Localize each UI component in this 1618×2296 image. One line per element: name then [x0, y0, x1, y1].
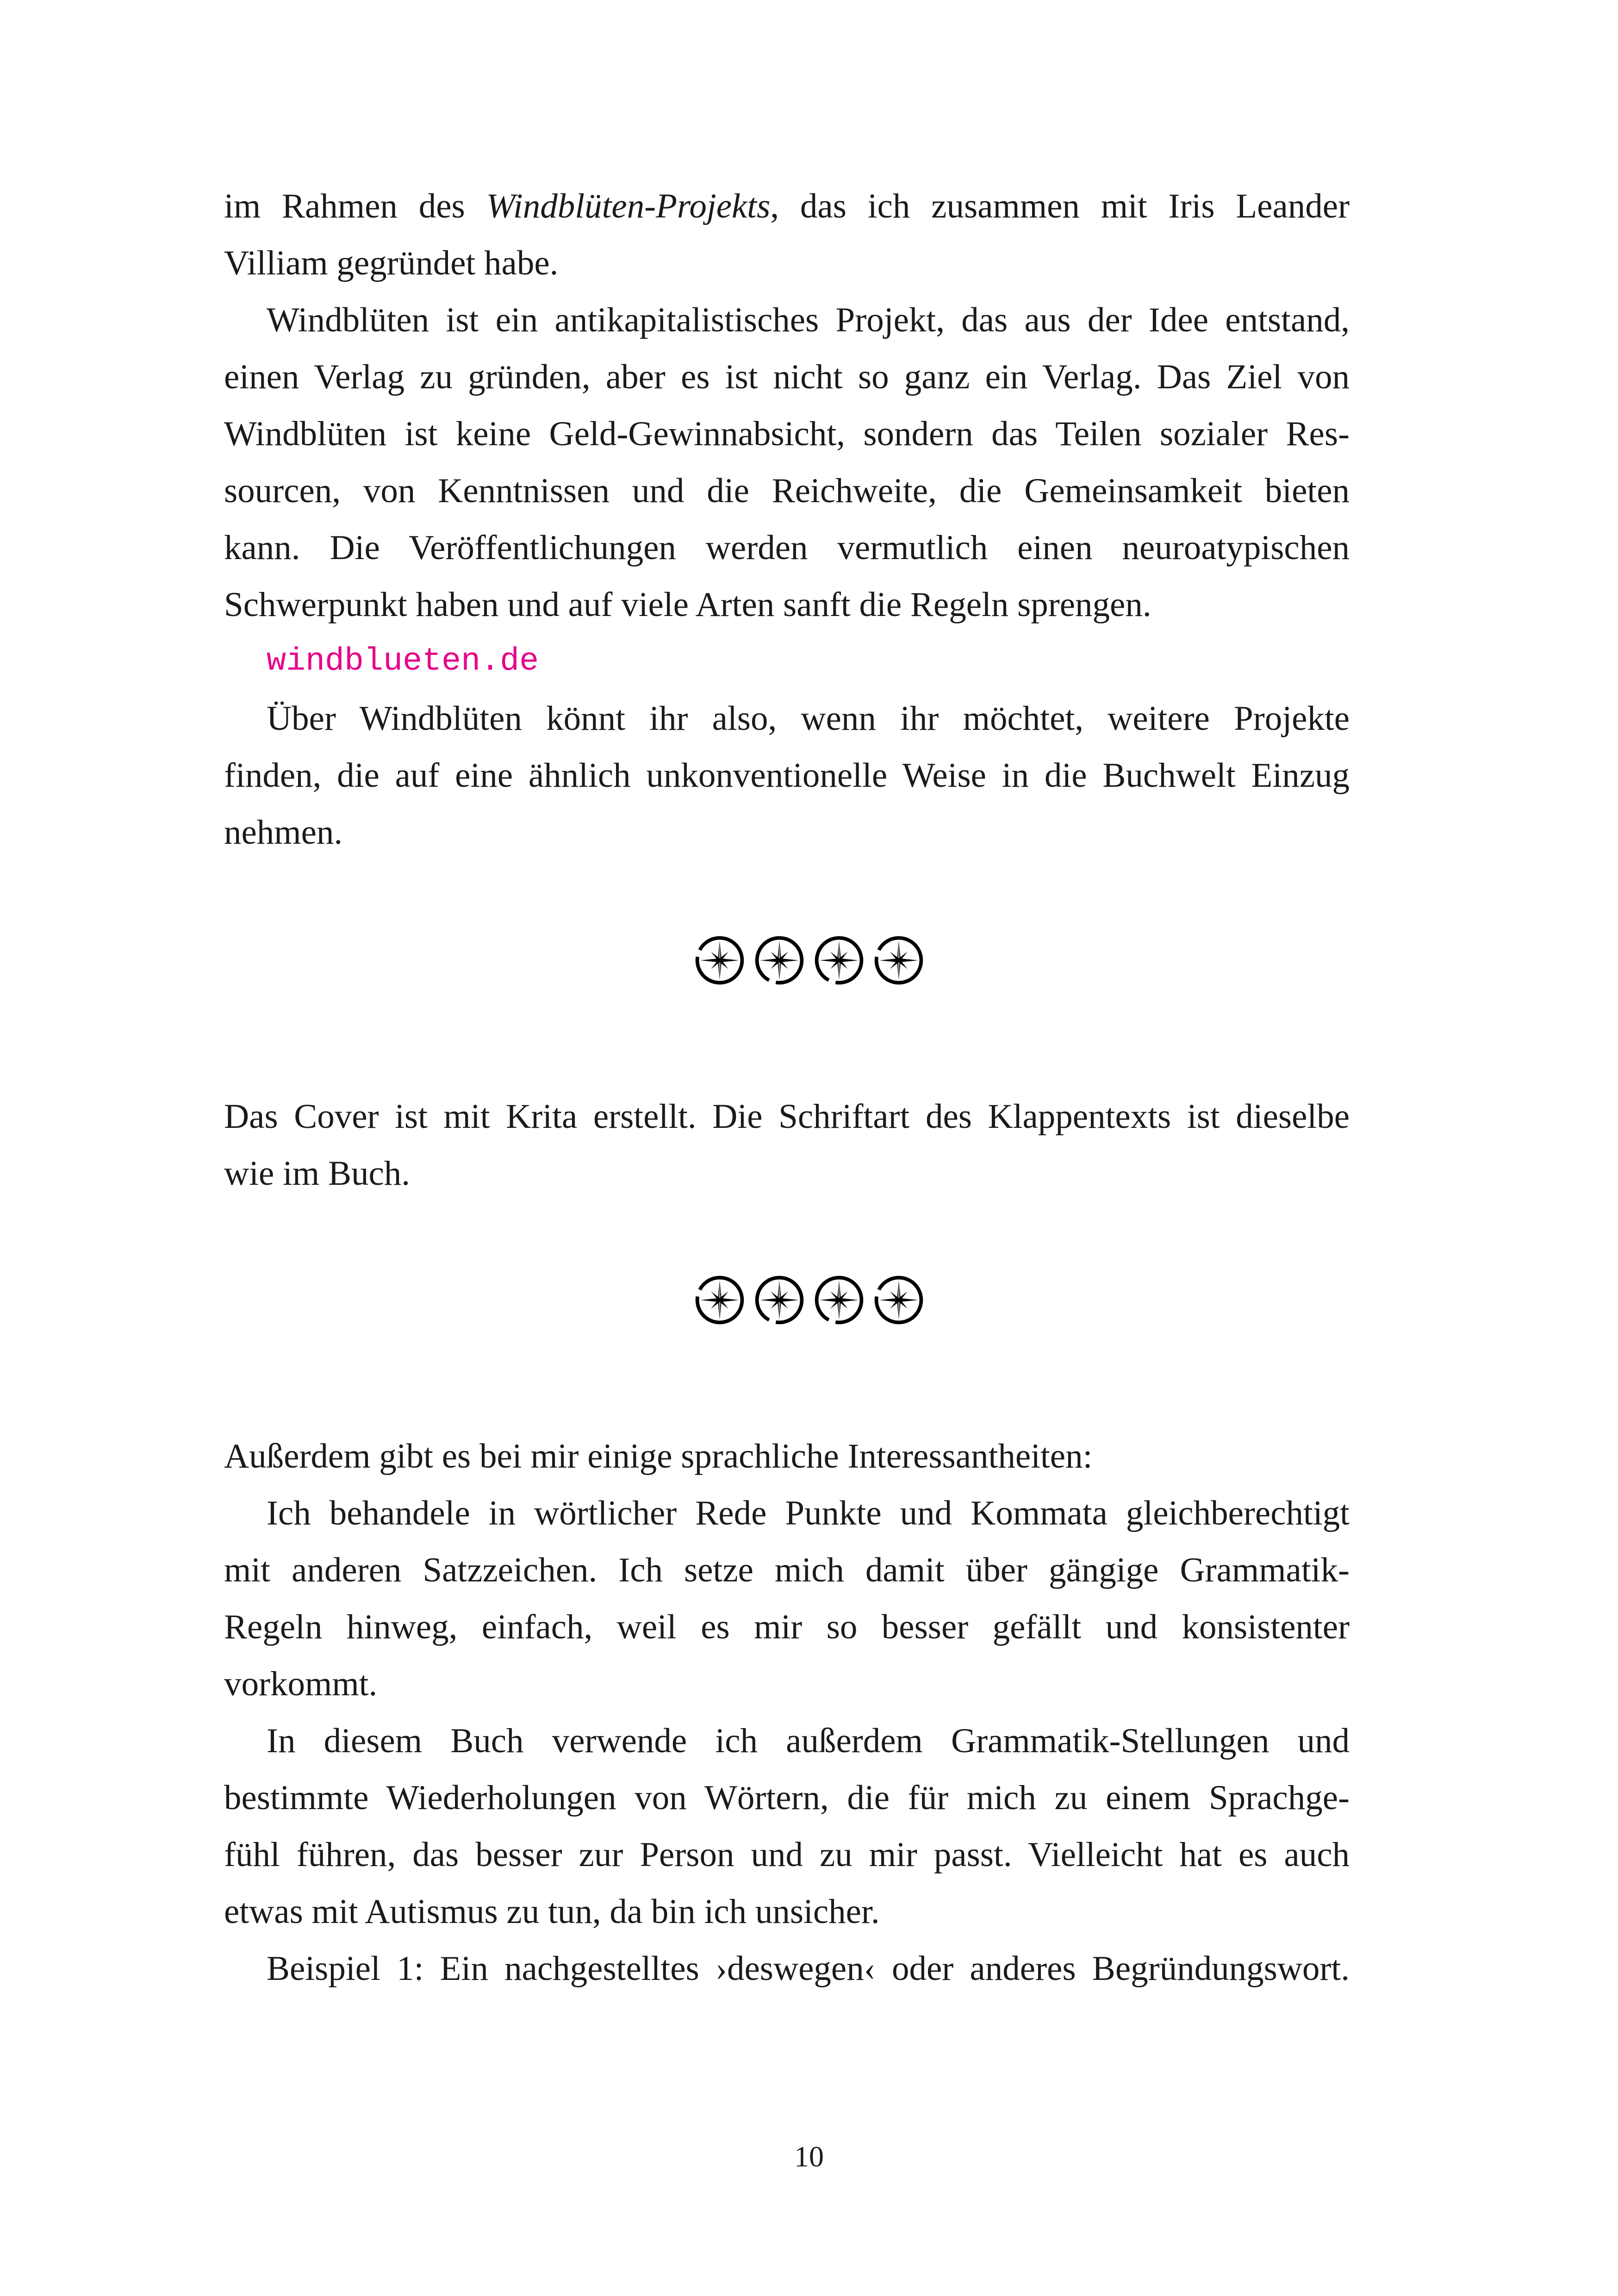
- website-link[interactable]: windblueten.de: [267, 643, 539, 680]
- text-line: einen Verlag zu gründen, aber es ist nicht so ganz ein Verlag. Das Ziel von: [224, 358, 1350, 396]
- compass-rose-icon: [873, 935, 924, 988]
- text-line: sourcen, von Kenntnissen und die Reichweite, die Gemeinsamkeit bieten: [224, 472, 1350, 510]
- text-line: In diesem Buch verwende ich außerdem Grammatik-Stellungen und: [267, 1722, 1350, 1760]
- text-line: finden, die auf eine ähnlich unkonventionelle Weise in die Buchwelt Einzug: [224, 756, 1350, 795]
- text-line: etwas mit Autismus zu tun, da bin ich unsicher.: [224, 1892, 880, 1931]
- text-line: Beispiel 1: Ein nachgestelltes ›deswegen‹ oder anderes Begründungswort.: [267, 1949, 1350, 1988]
- text-span: im Rahmen des: [224, 187, 486, 225]
- text-span: , das ich zusammen mit Iris Leander: [770, 187, 1350, 225]
- text-line: Regeln hinweg, einfach, weil es mir so besser gefällt und konsistenter: [224, 1608, 1350, 1646]
- text-line: wie im Buch.: [224, 1154, 411, 1193]
- compass-rose-icon: [694, 935, 745, 988]
- text-line: Ich behandele in wörtlicher Rede Punkte und Kommata gleichberechtigt: [267, 1494, 1350, 1532]
- section-windblueten: [224, 178, 1350, 861]
- section-cover-note: [224, 1088, 1350, 1202]
- compass-rose-icon: [873, 1275, 924, 1328]
- text-line: Windblüten ist keine Geld-Gewinnabsicht, sondern das Teilen sozialer Res-: [224, 415, 1350, 453]
- compass-rose-icon: [754, 1275, 805, 1328]
- section-divider-ornament: [0, 935, 1618, 988]
- text-line: Schwerpunkt haben und auf viele Arten sanft die Regeln sprengen.: [224, 585, 1151, 624]
- text-line: Das Cover ist mit Krita erstellt. Die Schriftart des Klappentexts ist dieselbe: [224, 1097, 1350, 1136]
- compass-rose-icon: [814, 935, 865, 988]
- text-line: mit anderen Satzzeichen. Ich setze mich damit über gängige Grammatik-: [224, 1551, 1350, 1589]
- compass-rose-icon: [814, 1275, 865, 1328]
- section-divider-ornament: [0, 1275, 1618, 1328]
- text-line: nehmen.: [224, 813, 343, 852]
- text-line: Windblüten ist ein antikapitalistisches Projekt, das aus der Idee entstand,: [267, 301, 1350, 339]
- italic-title: Windblüten-Projekts: [486, 187, 771, 225]
- section-language-notes: [224, 1428, 1350, 1997]
- page-number: 10: [794, 2140, 824, 2173]
- text-line: Außerdem gibt es bei mir einige sprachliche Interessantheiten:: [224, 1437, 1093, 1475]
- compass-rose-icon: [694, 1275, 745, 1328]
- text-line: vorkommt.: [224, 1665, 378, 1703]
- text-line: Villiam gegründet habe.: [224, 244, 559, 282]
- text-line: bestimmte Wiederholungen von Wörtern, die für mich zu einem Sprachge-: [224, 1779, 1350, 1817]
- text-line: [224, 178, 1350, 235]
- text-line: kann. Die Veröffentlichungen werden vermutlich einen neuroatypischen: [224, 529, 1350, 567]
- text-line: fühl führen, das besser zur Person und zu mir passt. Vielleicht hat es auch: [224, 1836, 1350, 1874]
- text-line: Über Windblüten könnt ihr also, wenn ihr möchtet, weitere Projekte: [267, 699, 1350, 738]
- compass-rose-icon: [754, 935, 805, 988]
